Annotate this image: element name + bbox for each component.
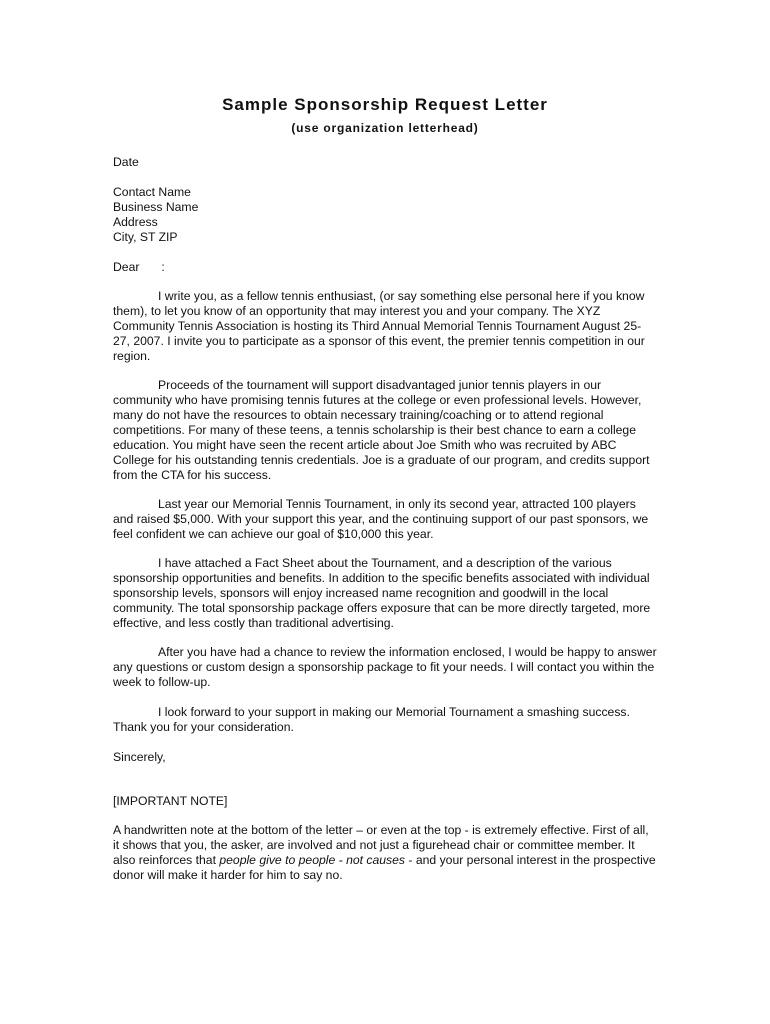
date-line: Date: [113, 155, 139, 169]
paragraph-fact-sheet: I have attached a Fact Sheet about the Tournament, and a description of the various sponsorship opportunities and benefits. In addition to the specific benefits associated with individual sponsorship levels, sponsors will enjoy increased name recognition and goodwill in the local community. The total sponsorship package offers exposure that can be more directly targeted, more effective, and less costly than traditional advertising.: [113, 556, 651, 630]
paragraph-proceeds: Proceeds of the tournament will support disadvantaged junior tennis players in our community who have promising tennis futures at the college or even professional levels. However, many do not have the resources to obtain necessary training/coaching or to attend regional competitions. For many of these teens, a tennis scholarship is their best chance to earn a college education. You might have seen the recent article about Joe Smith who was recruited by ABC College for his outstanding tennis credentials. Joe is a graduate of our program, and credits support from the CTA for his success.: [113, 378, 650, 482]
note-emphasis: people give to people - not causes: [219, 853, 406, 867]
city-state-zip: City, ST ZIP: [113, 230, 178, 244]
important-note: [113, 823, 658, 883]
recipient-address-block: [113, 185, 658, 245]
street-address: Address: [113, 215, 158, 229]
salutation: [113, 260, 658, 275]
letter-subtitle: (use organization letterhead): [291, 121, 479, 135]
paragraph-follow-up: After you have had a chance to review the information enclosed, I would be happy to answer any questions or custom design a sponsorship package to fit your needs. I will contact you within the week to follow-up.: [113, 645, 657, 689]
note-text-start: A handwritten note at the bottom of the letter – or even at the top - is extremely effective. First of all, it shows that you, the asker, are involved and not just a figurehead chair or committee member. It also reinforces that: [113, 823, 649, 867]
paragraph-thanks: I look forward to your support in making our Memorial Tournament a smashing success. Thank you for your consideration.: [113, 705, 630, 734]
contact-name: Contact Name: [113, 185, 191, 199]
paragraph-last-year: Last year our Memorial Tennis Tournament, in only its second year, attracted 100 players and raised $5,000. With your support this year, and the continuing support of our past sponsors, we feel confident we can achieve our goal of $10,000 this year.: [113, 497, 649, 541]
business-name: Business Name: [113, 200, 199, 214]
closing: Sincerely,: [113, 750, 166, 764]
paragraph-intro: I write you, as a fellow tennis enthusiast, (or say something else personal here if you know them), to let you know of an opportunity that may interest you and your company. The XYZ Community Tennis Association is hosting its Third Annual Memorial Tennis Tournament August 25-27, 2007. I invite you to participate as a sponsor of this event, the premier tennis competition in our region.: [113, 289, 645, 363]
letter-title: Sample Sponsorship Request Letter: [222, 95, 548, 114]
note-heading: [IMPORTANT NOTE]: [113, 794, 228, 808]
salutation-word: Dear: [113, 260, 140, 274]
note-text-end: - and your personal interest in the prospective donor will make it harder for him to say no.: [113, 853, 656, 882]
salutation-colon: :: [161, 260, 165, 274]
